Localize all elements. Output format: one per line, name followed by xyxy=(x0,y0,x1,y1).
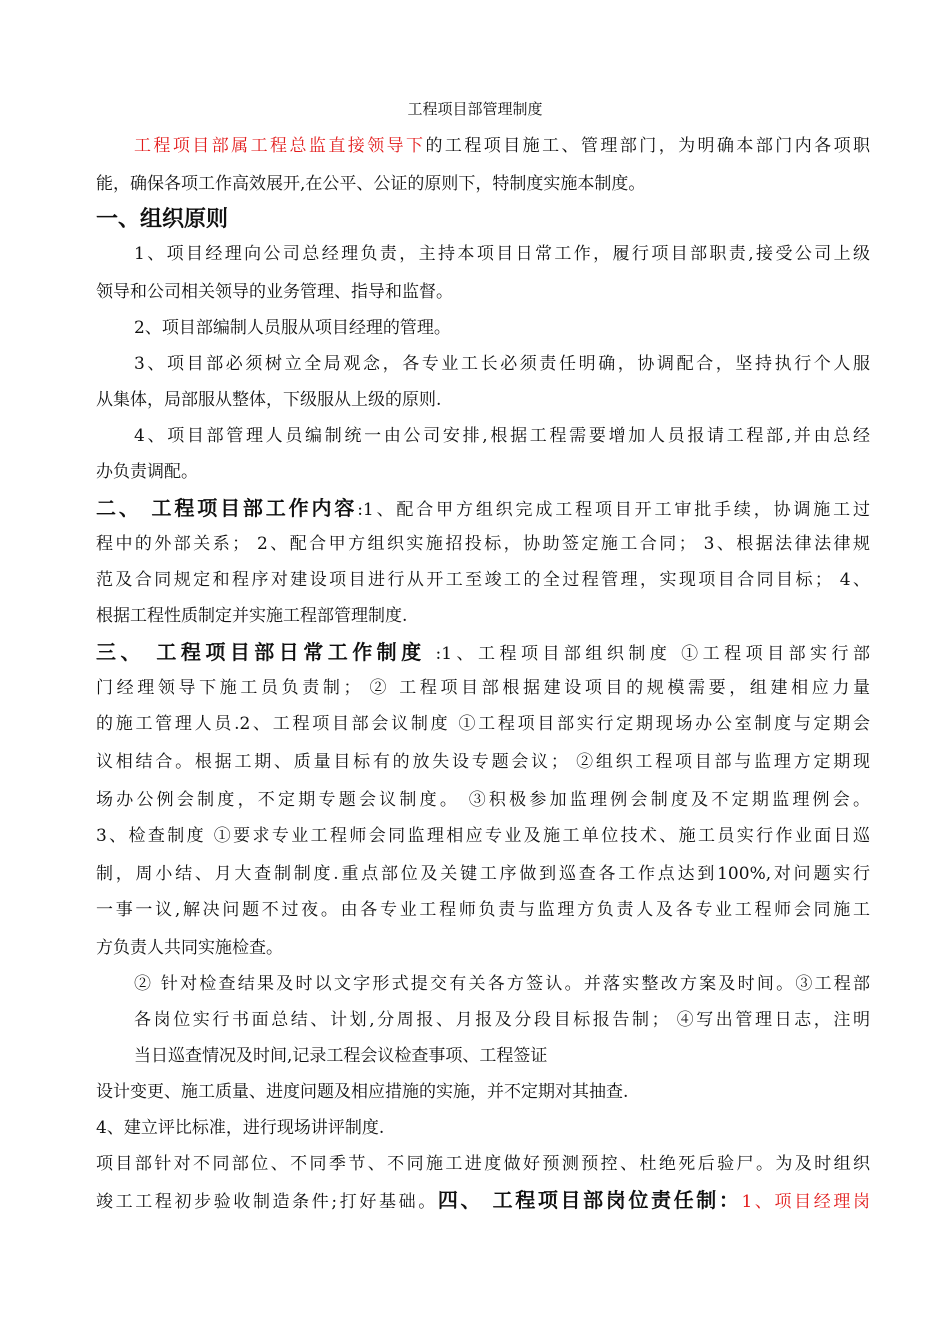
s3-line-9: 方负责人共同实施检查。 xyxy=(96,938,283,958)
section-2-heading: 二、 工程项目部工作内容 xyxy=(96,496,358,520)
section-4-heading: 四、 工程项目部岗位责任制： xyxy=(437,1188,742,1212)
s3-line-1 xyxy=(96,638,870,668)
s3-line-7: 制，周小结、月大查制制度.重点部位及关键工序做到巡查各工作点达到100%,对问题实行 xyxy=(96,864,870,884)
s1-para-2: 2、项目部编制人员服从项目经理的管理。 xyxy=(134,318,451,338)
s2-line-3: 范及合同规定和程序对建设项目进行从开工至竣工的全过程管理，实现项目合同目标； 4、 xyxy=(96,570,870,590)
s3-line-6: 3、检查制度 ①要求专业工程师会同监理相应专业及施工单位技术、施工员实行作业面日巡 xyxy=(96,826,870,846)
s1-para-4-line-2: 办负责调配。 xyxy=(96,462,198,482)
s3-line-1-text: :1、工程项目部组织制度 ①工程项目部实行部 xyxy=(425,644,870,664)
s3-line-4: 议相结合。根据工期、质量目标有的放失设专题会议； ②组织工程项目部与监理方定期现 xyxy=(96,752,870,772)
s3-line-13: 设计变更、施工质量、进度问题及相应措施的实施，并不定期对其抽查. xyxy=(96,1082,629,1102)
intro-line-1-text: 的工程项目施工、管理部门，为明确本部门内各项职 xyxy=(425,136,870,156)
s3-line-8: 一事一议,解决问题不过夜。由各专业工程师负责与监理方负责人及各专业工程师会同施工 xyxy=(96,900,870,920)
s3-line-15: 项目部针对不同部位、不同季节、不同施工进度做好预测预控、杜绝死后验尸。为及时组织 xyxy=(96,1154,870,1174)
s3-line-16-text: 竣工工程初步验收制造条件;打好基础。 xyxy=(96,1192,438,1212)
s3-line-16 xyxy=(96,1186,870,1216)
s2-line-4: 根据工程性质制定并实施工程部管理制度. xyxy=(96,606,408,626)
s4-first-item: 1、项目经理岗 xyxy=(741,1192,870,1212)
section-3-heading: 三、 工程项目部日常工作制度 xyxy=(96,640,426,664)
s3-line-10: ② 针对检查结果及时以文字形式提交有关各方签认。并落实整改方案及时间。③工程部 xyxy=(134,974,870,994)
s1-para-3-line-1: 3、项目部必须树立全局观念，各专业工长必须责任明确，协调配合，坚持执行个人服 xyxy=(134,354,870,374)
intro-line-2: 能，确保各项工作高效展开,在公平、公证的原则下，特制度实施本制度。 xyxy=(96,174,646,194)
s1-para-1-line-2: 领导和公司相关领导的业务管理、指导和监督。 xyxy=(96,282,453,302)
s1-para-4-line-1: 4、项目部管理人员编制统一由公司安排,根据工程需要增加人员报请工程部,并由总经 xyxy=(134,426,870,446)
s3-line-2: 门经理领导下施工员负责制； ② 工程项目部根据建设项目的规模需要，组建相应力量 xyxy=(96,678,870,698)
s2-line-1-text: :1、配合甲方组织完成工程项目开工审批手续，协调施工过 xyxy=(357,500,870,520)
s1-para-3-line-2: 从集体，局部服从整体，下级服从上级的原则. xyxy=(96,390,442,410)
document-title: 工程项目部管理制度 xyxy=(407,100,543,118)
section-1-heading: 一、组织原则 xyxy=(96,207,229,232)
s1-para-1-line-1: 1、项目经理向公司总经理负责，主持本项目日常工作，履行项目部职责,接受公司上级 xyxy=(134,244,870,264)
s2-line-1 xyxy=(96,494,870,524)
s3-line-11: 各岗位实行书面总结、计划,分周报、月报及分段目标报告制； ④写出管理日志，注明 xyxy=(134,1010,870,1030)
s2-line-2: 程中的外部关系； 2、配合甲方组织实施招投标，协助签定施工合同； 3、根据法律法律规 xyxy=(96,534,870,554)
intro-highlight: 工程项目部属工程总监直接领导下 xyxy=(134,136,426,156)
intro-line-1 xyxy=(134,134,870,158)
s3-line-5: 场办公例会制度，不定期专题会议制度。 ③积极参加监理例会制度及不定期监理例会。 xyxy=(96,790,870,810)
s3-line-12: 当日巡查情况及时间,记录工程会议检查事项、工程签证 xyxy=(134,1046,548,1066)
s3-line-3: 的施工管理人员.2、工程项目部会议制度 ①工程项目部实行定期现场办公室制度与定期会 xyxy=(96,714,870,734)
s3-line-14: 4、建立评比标准，进行现场讲评制度. xyxy=(96,1118,385,1138)
